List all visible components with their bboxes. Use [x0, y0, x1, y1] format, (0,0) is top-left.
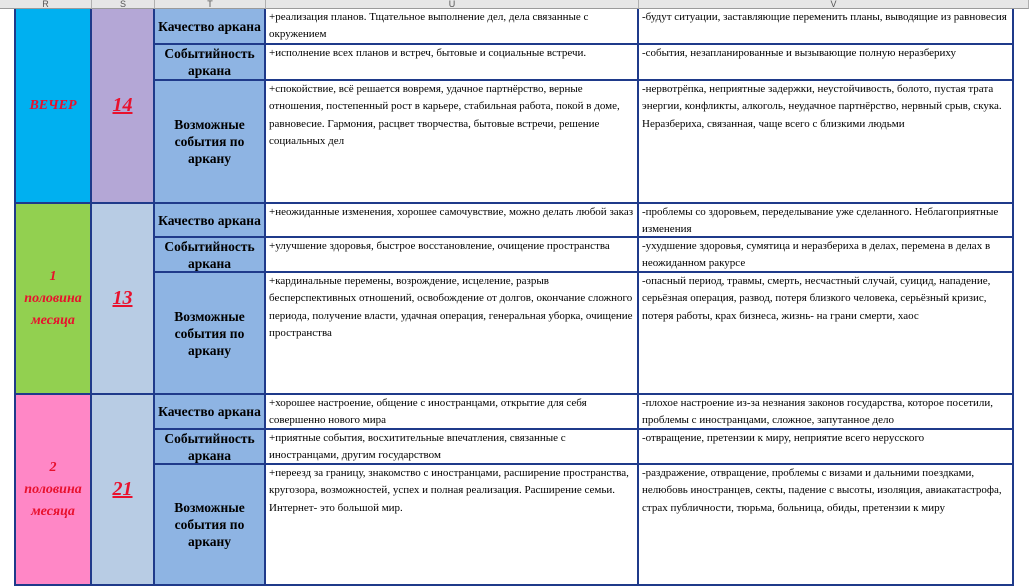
eventfulness-label[interactable]: Событийность аркана [155, 238, 266, 273]
quality-minus-text[interactable]: -плохое настроение из-за незнания законов государства, которое посетили, проблемы с иностранцами, сложное, запутанное дело [639, 395, 1014, 430]
possible-events-label[interactable]: Возможные события по аркану [155, 465, 266, 586]
possible-events-plus-text[interactable]: +кардинальные перемены, возрождение, исцеление, разрыв бесперспективных отношений, освобождение от долгов, окончание сложного периода, получение власти, удачная операция, генеральная уборка, очищение пространства [266, 273, 639, 395]
quality-minus-text[interactable]: -проблемы со здоровьем, переделывание уже сделанного. Неблагоприятные изменения [639, 204, 1014, 238]
arcana-number-14[interactable]: 14 [92, 9, 155, 204]
quality-label[interactable]: Качество аркана [155, 9, 266, 45]
possible-events-minus-text[interactable]: -нервотрёпка, неприятные задержки, неустойчивость, болото, пустая трата энергии, конфликты, алкоголь, неудачное партнёрство, нервный срыв, скука. Неразбериха, связанная, чаще всего с близкими людьми [639, 81, 1014, 204]
possible-events-minus-text[interactable]: -раздражение, отвращение, проблемы с визами и дальними поездками, нелюбовь иностранцев, секты, падение с высоты, изоляция, авиакатастрофа, страх публичности, тюрьма, больница, обиды, претензии к миру [639, 465, 1014, 586]
eventfulness-plus-text[interactable]: +приятные события, восхитительные впечатления, связанные с иностранцами, другим государством [266, 430, 639, 465]
eventfulness-plus-text[interactable]: +исполнение всех планов и встреч, бытовые и социальные встречи. [266, 45, 639, 81]
eventfulness-label[interactable]: Событийность аркана [155, 45, 266, 81]
possible-events-plus-text[interactable]: +переезд за границу, знакомство с иностранцами, расширение пространства, кругозора, возможностей, успех и полная реализация. Расширение семьи. Интернет- это большой мир. [266, 465, 639, 586]
period-cell-evening[interactable]: ВЕЧЕР [14, 9, 92, 204]
column-header-s[interactable]: S [92, 0, 155, 9]
column-header-u[interactable]: U [266, 0, 639, 9]
possible-events-label[interactable]: Возможные события по аркану [155, 273, 266, 395]
quality-plus-text[interactable]: +хорошее настроение, общение с иностранцами, открытие для себя совершенно нового мира [266, 395, 639, 430]
possible-events-label[interactable]: Возможные события по аркану [155, 81, 266, 204]
quality-plus-text[interactable]: +реализация планов. Тщательное выполнение дел, дела связанные с окружением [266, 9, 639, 45]
arcana-number-21[interactable]: 21 [92, 395, 155, 586]
possible-events-minus-text[interactable]: -опасный период, травмы, смерть, несчастный случай, суицид, нападение, серьёзная операция, развод, потеря близкого человека, серьёзный кризис, потеря работы, крах бизнеса, жизнь- на грани смерти, хаос [639, 273, 1014, 395]
eventfulness-label[interactable]: Событийность аркана [155, 430, 266, 465]
period-cell-second-half[interactable]: 2 половина месяца [14, 395, 92, 586]
possible-events-plus-text[interactable]: +спокойствие, всё решается вовремя, удачное партнёрство, верные отношения, постепенный рост в карьере, стабильная работа, покой в доме, равновесие. Гармония, расцвет творчества, бытовые встречи, решение социальных дел [266, 81, 639, 204]
period-cell-first-half[interactable]: 1 половина месяца [14, 204, 92, 395]
column-header-t[interactable]: T [155, 0, 266, 9]
quality-minus-text[interactable]: -будут ситуации, заставляющие переменить планы, выводящие из равновесия [639, 9, 1014, 45]
quality-label[interactable]: Качество аркана [155, 204, 266, 238]
arcana-number-13[interactable]: 13 [92, 204, 155, 395]
eventfulness-minus-text[interactable]: -ухудшение здоровья, сумятица и неразбериха в делах, перемена в делах в неожиданном ракурсе [639, 238, 1014, 273]
quality-label[interactable]: Качество аркана [155, 395, 266, 430]
eventfulness-minus-text[interactable]: -события, незапланированные и вызывающие полную неразбериху [639, 45, 1014, 81]
eventfulness-plus-text[interactable]: +улучшение здоровья, быстрое восстановление, очищение пространства [266, 238, 639, 273]
eventfulness-minus-text[interactable]: -отвращение, претензии к миру, неприятие всего нерусского [639, 430, 1014, 465]
quality-plus-text[interactable]: +неожиданные изменения, хорошее самочувствие, можно делать любой заказ [266, 204, 639, 238]
column-header-r[interactable]: R [0, 0, 92, 9]
column-header-v[interactable]: V [639, 0, 1029, 9]
